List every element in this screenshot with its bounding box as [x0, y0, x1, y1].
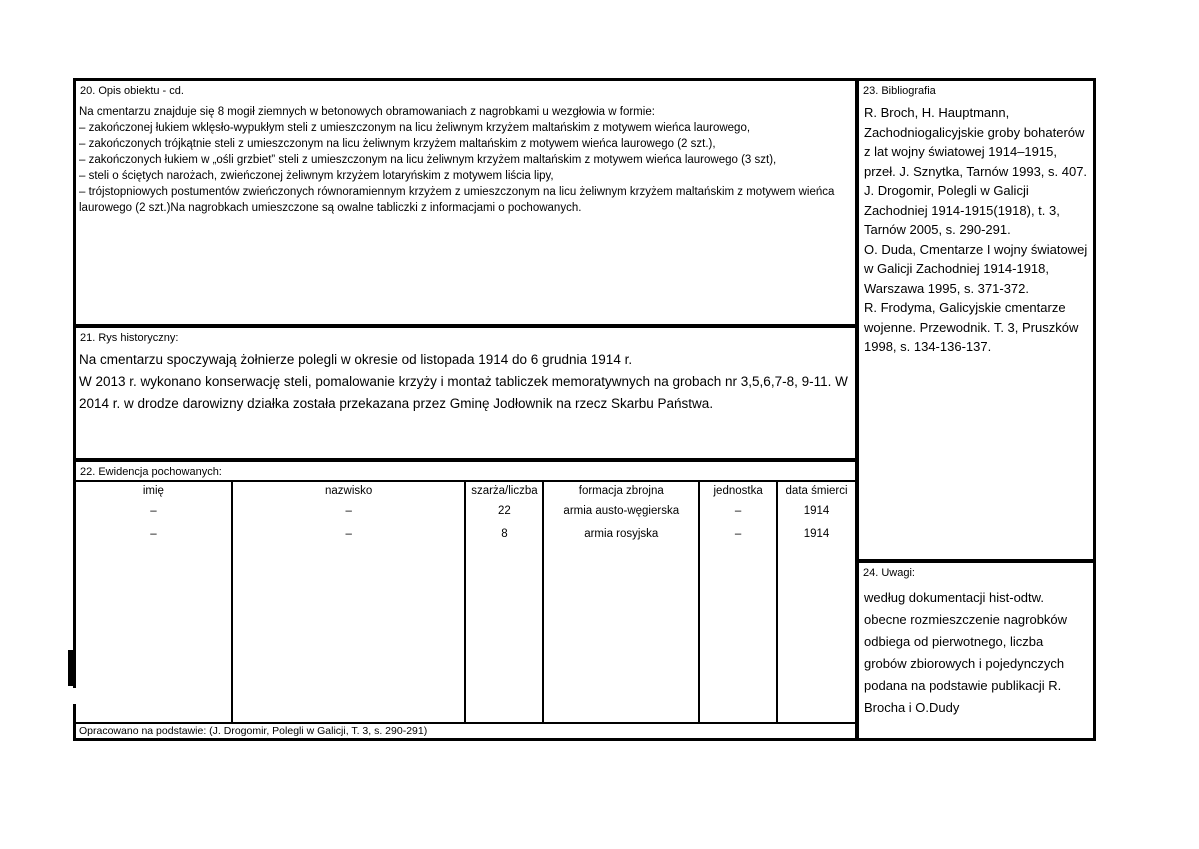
section-22-title: 22. Ewidencja pochowanych: — [80, 466, 222, 478]
cell-armed-force: armia austo-węgierska — [543, 499, 699, 522]
form-left-column — [73, 78, 858, 741]
bibliography-entry: O. Duda, Cmentarze I wojny światowej w Galicji Zachodniej 1914-1918, Warszawa 1995, s. 371-372. — [864, 241, 1088, 296]
description-bullet: – steli o ściętych narożach, zwieńczonej żeliwnym krzyżem lotaryńskim z motywem liścia lipy, — [79, 170, 554, 182]
col-header-death-date: data śmierci — [777, 482, 855, 499]
col-header-armed-force: formacja zbrojna — [543, 482, 699, 499]
cell-first-name: – — [150, 504, 157, 517]
section-remarks — [859, 563, 1093, 738]
table-row — [76, 522, 855, 545]
section-20-body — [76, 98, 855, 216]
scan-ink-blob-artifact — [68, 650, 76, 686]
description-intro-line: Na cmentarzu znajduje się 8 mogił ziemnych w betonowych obramowaniach z nagrobkami u wezgłowia w formie: — [79, 106, 655, 118]
cell-rank-count: 8 — [465, 522, 543, 545]
table-empty-filler-row — [76, 545, 855, 722]
cell-rank-count: 22 — [465, 499, 543, 522]
history-paragraph: W 2013 r. wykonano konserwację steli, pomalowanie krzyży i montaż tabliczek memoratywnych na grobach nr 3,5,6,7-8, 9-11. W 2014 r. w drodze darowizny działka została przekazana przez Gminę Jodłownik na rzecz Skarbu Państwa. — [79, 374, 848, 411]
section-23-title: 23. Bibliografia — [863, 85, 936, 97]
history-paragraph: Na cmentarzu spoczywają żołnierze polegli w okresie od listopada 1914 do 6 grudnia 1914 r. — [79, 352, 633, 367]
cell-unit: – — [699, 522, 777, 545]
col-header-rank-count: szarża/liczba — [465, 482, 543, 499]
burial-table — [76, 482, 855, 722]
section-history — [76, 328, 855, 462]
bibliography-entry: R. Frodyma, Galicyjskie cmentarze wojenne. Przewodnik. T. 3, Pruszków 1998, s. 134-136-137. — [864, 300, 1079, 354]
description-bullet: – trójstopniowych postumentów zwieńczonych równoramiennym krzyżem z umieszczonym na licu żeliwnym krzyżem maltańskim z motywem wieńca laurowego (2 szt.)Na nagrobkach umieszczone są owalne tabliczki z informacjami o pochowanych. — [79, 186, 835, 214]
remarks-text: według dokumentacji hist-odtw. obecne rozmieszczenie nagrobków odbiega od pierwotnego, liczba grobów zbiorowych i pojedynczych podana na podstawie publikacji R. Brocha i O.Dudy — [864, 590, 1068, 715]
cell-last-name: – — [232, 522, 466, 545]
section-object-description — [76, 81, 855, 328]
scan-border-gap-artifact — [73, 688, 77, 704]
col-header-last-name: nazwisko — [232, 482, 466, 499]
section-23-body — [859, 98, 1093, 357]
section-24-title: 24. Uwagi: — [863, 567, 915, 579]
form-right-column — [857, 78, 1096, 741]
bibliography-entry: R. Broch, H. Hauptmann, Zachodniogalicyjskie groby bohaterów z lat wojny światowej 1914–1915, przeł. J. Sznytka, Tarnów 1993, s. 407. — [864, 105, 1088, 179]
bibliography-entry: J. Drogomir, Polegli w Galicji Zachodniej 1914-1915(1918), t. 3, Tarnów 2005, s. 290-291. — [864, 183, 1060, 237]
section-21-body — [76, 345, 855, 415]
col-header-first-name: imię — [142, 484, 164, 497]
cell-armed-force: armia rosyjska — [543, 522, 699, 545]
description-bullet: – zakończonych łukiem w „ośli grzbiet” steli z umieszczonym na licu żeliwnym krzyżem maltańskim z motywem wieńca laurowego (3 szt), — [79, 154, 777, 166]
table-row — [76, 499, 855, 522]
cell-death-date: 1914 — [777, 499, 855, 522]
col-header-unit: jednostka — [699, 482, 777, 499]
section-burial-records — [76, 462, 855, 738]
cell-unit: – — [699, 499, 777, 522]
table-header-row — [76, 482, 855, 499]
section-21-title: 21. Rys historyczny: — [80, 332, 179, 344]
cell-last-name: – — [232, 499, 466, 522]
burial-table-wrapper — [76, 480, 855, 722]
description-bullet: – zakończonej łukiem wklęsło-wypukłym steli z umieszczonym na licu żeliwnym krzyżem maltańskim z motywem wieńca laurowego, — [79, 122, 751, 134]
cell-first-name: – — [150, 527, 157, 540]
description-bullet: – zakończonych trójkątnie steli z umieszczonym na licu żeliwnym krzyżem maltańskim z motywem wieńca laurowego (2 szt.), — [79, 138, 716, 150]
cell-death-date: 1914 — [777, 522, 855, 545]
section-20-title: 20. Opis obiektu - cd. — [80, 85, 184, 97]
source-note: Opracowano na podstawie: (J. Drogomir, Polegli w Galicji, T. 3, s. 290-291) — [76, 722, 855, 738]
section-bibliography — [859, 81, 1093, 563]
